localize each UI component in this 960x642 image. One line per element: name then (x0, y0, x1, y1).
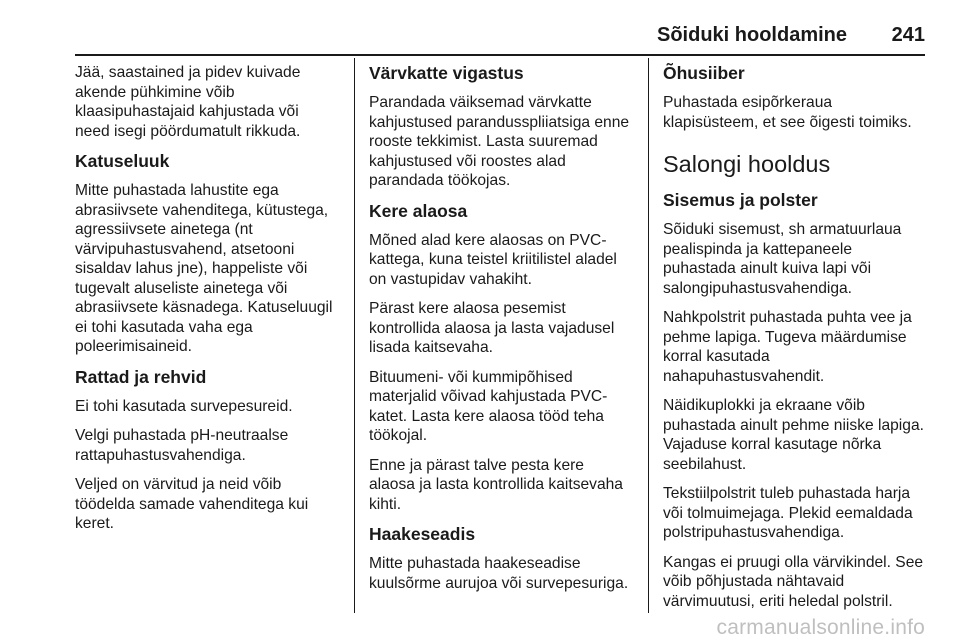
column-divider (648, 58, 649, 613)
column-right (663, 63, 933, 621)
section-heading-ohusiiber: Õhusiiber (663, 63, 745, 83)
page-header (75, 22, 925, 56)
paragraph: Sõiduki sisemust, sh armatuurlaua pealispinda ja kattepaneele puhastada ainult kuiva lapi või salongipuhastusvahendiga. (663, 221, 902, 297)
paragraph: Mõned alad kere alaosas on PVC- kattega, kuna teistel kriitilistel aladel on vastupidav vahakiht. (369, 231, 617, 288)
section-heading-sisemus: Sisemus ja polster (663, 190, 818, 210)
paragraph: Pärast kere alaosa pesemist kontrollida alaosa ja lasta vajadusel lisada kaitsevaha. (369, 300, 615, 356)
paragraph: Tekstiilpolstrit tuleb puhastada harja või tolmuimejaga. Plekid eemaldada polstripuhastusvahendiga. (663, 485, 913, 541)
watermark: carmanualsonline.info (716, 616, 925, 639)
section-heading-rattad: Rattad ja rehvid (75, 366, 207, 387)
paragraph: Kangas ei pruugi olla värvikindel. See võib põhjustada nähtavaid värvimuutusi, eriti heledal polstril. (663, 553, 924, 610)
column-left (75, 63, 345, 544)
column-divider (354, 58, 355, 613)
paragraph: Nahkpolstrit puhastada puhta vee ja pehme lapiga. Tugeva määrdumise korral kasutada nahapuhastusvahendit. (663, 309, 912, 385)
paragraph: Näidikuplokki ja ekraane võib puhastada ainult pehme niiske lapiga. Vajaduse korral kasutage nõrka seebilahust. (663, 397, 924, 473)
paragraph: Bituumeni- või kummipõhised materjalid võivad kahjustada PVC- katet. Lasta kere alaosa tööd teha töökojal. (369, 368, 608, 444)
page-number: 241 (891, 24, 925, 46)
column-middle (369, 63, 639, 603)
paragraph: Velgi puhastada pH-neutraalse rattapuhastusvahendiga. (75, 427, 289, 464)
section-heading-kere: Kere alaosa (369, 200, 468, 221)
paragraph: Veljed on värvitud ja neid võib töödelda samade vahenditega kui keret. (75, 476, 309, 532)
section-heading-katuseluuk: Katuseluuk (75, 151, 170, 171)
paragraph: Mitte puhastada haakeseadise kuulsõrme aurujoa või survepesuriga. (369, 555, 629, 592)
paragraph: Mitte puhastada lahustite ega abrasiivsete vahenditega, kütustega, agressiivsete ainetega (nt värvipuhastusvahend, atsetooni sisaldav lahus jne), happeliste või tugevalt aluseliste ainetega või abrasiivsete käsnadega. Katuseluugil ei tohi kasutada vaha ega poleerimisaineid. (75, 182, 333, 355)
section-heading-haakeseadis: Haakeseadis (369, 524, 476, 544)
paragraph: Ei tohi kasutada survepesureid. (75, 397, 293, 415)
chapter-heading-salongi: Salongi hooldus (663, 151, 831, 177)
section-heading-varvkatte: Värvkatte vigastus (369, 63, 524, 83)
paragraph: Puhastada esipõrkeraua klapisüsteem, et see õigesti toimiks. (663, 94, 912, 131)
paragraph: Enne ja pärast talve pesta kere alaosa ja lasta kontrollida kaitsevaha kihti. (369, 456, 623, 513)
paragraph: Jää, saastained ja pidev kuivade akende pühkimine võib klaasipuhastajaid kahjustada või need isegi pöördumatult rikkuda. (75, 64, 301, 140)
paragraph: Parandada väiksemad värvkatte kahjustused parandusspliiatsiga enne rooste tekkimist. Lasta suuremad kahjustused või roostes alad parandada töökojas. (369, 94, 630, 189)
page-title: Sõiduki hooldamine (656, 24, 847, 46)
